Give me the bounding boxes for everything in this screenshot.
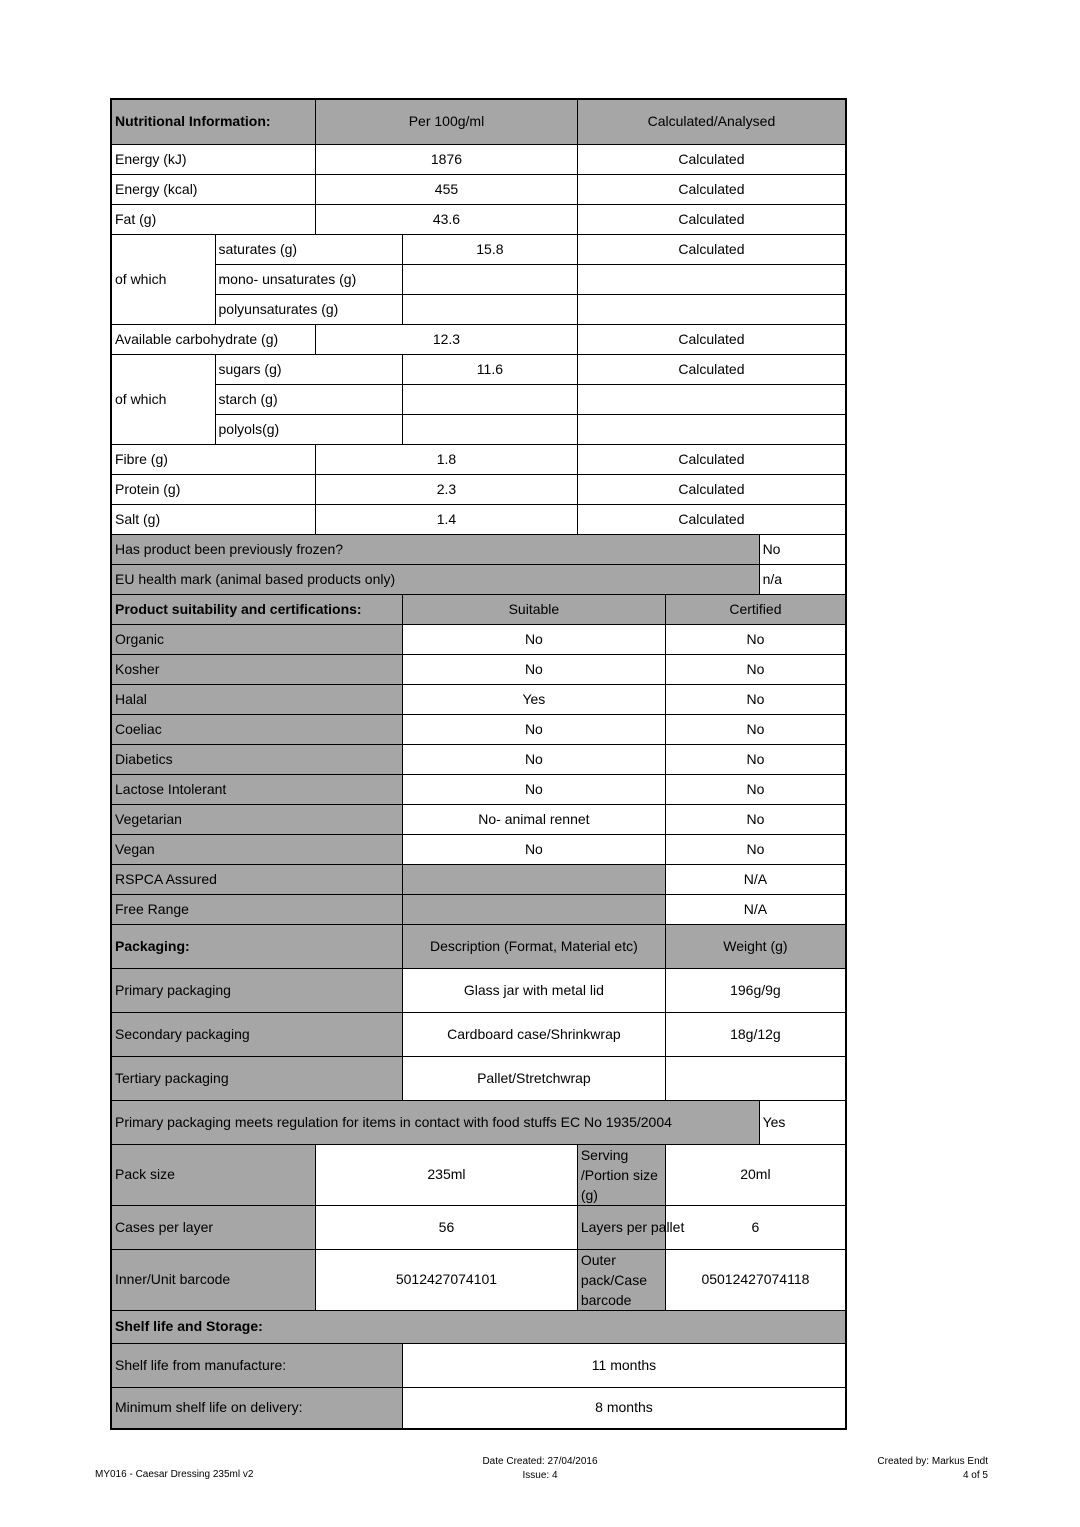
row-value: 43.6	[316, 204, 578, 234]
row-certified: No	[665, 684, 846, 714]
table-row	[111, 834, 846, 864]
row-weight: 18g/12g	[665, 1012, 846, 1056]
row-certified: No	[665, 804, 846, 834]
inner-barcode-value: 5012427074101	[316, 1249, 578, 1310]
row-desc: Cardboard case/Shrinkwrap	[402, 1012, 665, 1056]
row-value	[402, 264, 577, 294]
row-certified: No	[665, 714, 846, 744]
serving-label: Serving /Portion size (g)	[577, 1144, 665, 1205]
table-row	[111, 714, 846, 744]
row-value: 1.4	[316, 504, 578, 534]
table-row	[111, 684, 846, 714]
row-label: Vegetarian	[111, 804, 402, 834]
row-desc: Glass jar with metal lid	[402, 968, 665, 1012]
nutrition-header-label: Nutritional Information:	[111, 99, 316, 144]
row-method	[577, 414, 846, 444]
row-suitable: No	[402, 744, 665, 774]
table-row	[111, 474, 846, 504]
row-value: 15.8	[402, 234, 577, 264]
row-method: Calculated	[577, 474, 846, 504]
footer-author	[877, 1455, 988, 1483]
spec-table	[110, 98, 847, 1430]
row-value	[402, 294, 577, 324]
shelf-manufacture-value: 11 months	[402, 1343, 846, 1387]
row-certified: No	[665, 744, 846, 774]
row-suitable: Yes	[402, 684, 665, 714]
table-row	[111, 804, 846, 834]
row-label: Energy (kJ)	[111, 144, 316, 174]
outer-barcode-value: 05012427074118	[665, 1249, 846, 1310]
table-row	[111, 1387, 846, 1429]
row-label: Kosher	[111, 654, 402, 684]
row-value	[402, 414, 577, 444]
row-label: Diabetics	[111, 744, 402, 774]
table-row	[111, 294, 846, 324]
row-value: 1.8	[316, 444, 578, 474]
shelf-header-row	[111, 1310, 846, 1343]
table-row	[111, 864, 846, 894]
row-certified: N/A	[665, 864, 846, 894]
regulation-label: Primary packaging meets regulation for items in contact with food stuffs EC No 1935/2004	[111, 1100, 759, 1144]
packaging-header-label: Packaging:	[111, 924, 402, 968]
row-label: Vegan	[111, 834, 402, 864]
shelf-delivery-label: Minimum shelf life on delivery:	[111, 1387, 402, 1429]
footer-page-number: 4 of 5	[962, 1470, 988, 1481]
row-label: Energy (kcal)	[111, 174, 316, 204]
table-row	[111, 654, 846, 684]
eu-mark-value: n/a	[759, 564, 846, 594]
row-method: Calculated	[577, 444, 846, 474]
row-label: Tertiary packaging	[111, 1056, 402, 1100]
row-label: Salt (g)	[111, 504, 316, 534]
row-certified: N/A	[665, 894, 846, 924]
row-label: Available carbohydrate (g)	[111, 324, 316, 354]
calc-header: Calculated/Analysed	[577, 99, 846, 144]
row-label: polyols(g)	[215, 414, 402, 444]
row-label: Free Range	[111, 894, 402, 924]
row-label: Halal	[111, 684, 402, 714]
row-weight	[665, 1056, 846, 1100]
table-row	[111, 144, 846, 174]
layers-per-pallet-value: 6	[665, 1205, 846, 1249]
table-row	[111, 1249, 846, 1310]
row-method: Calculated	[577, 174, 846, 204]
row-suitable: No- animal rennet	[402, 804, 665, 834]
table-row	[111, 204, 846, 234]
nutrition-header-row	[111, 99, 846, 144]
row-suitable: No	[402, 654, 665, 684]
table-row	[111, 414, 846, 444]
shelf-header-label: Shelf life and Storage:	[111, 1310, 846, 1343]
row-suitable	[402, 894, 665, 924]
row-desc: Pallet/Stretchwrap	[402, 1056, 665, 1100]
row-weight: 196g/9g	[665, 968, 846, 1012]
footer-doc-name: MY016 - Caesar Dressing 235ml v2	[95, 1469, 254, 1480]
row-method: Calculated	[577, 504, 846, 534]
row-suitable: No	[402, 624, 665, 654]
pack-size-label: Pack size	[111, 1144, 316, 1205]
row-value: 11.6	[402, 354, 577, 384]
row-suitable: No	[402, 834, 665, 864]
packaging-weight-header: Weight (g)	[665, 924, 846, 968]
row-value: 1876	[316, 144, 578, 174]
row-certified: No	[665, 774, 846, 804]
row-suitable: No	[402, 774, 665, 804]
suitable-header: Suitable	[402, 594, 665, 624]
regulation-value: Yes	[759, 1100, 846, 1144]
row-label: RSPCA Assured	[111, 864, 402, 894]
frozen-row	[111, 534, 846, 564]
table-row	[111, 444, 846, 474]
inner-barcode-label: Inner/Unit barcode	[111, 1249, 316, 1310]
row-suitable: No	[402, 714, 665, 744]
suitability-header-row	[111, 594, 846, 624]
table-row	[111, 234, 846, 264]
table-row	[111, 1012, 846, 1056]
footer-date	[440, 1455, 640, 1483]
row-label: Organic	[111, 624, 402, 654]
row-label: sugars (g)	[215, 354, 402, 384]
row-method	[577, 294, 846, 324]
table-row	[111, 1144, 846, 1205]
table-row	[111, 744, 846, 774]
eu-mark-row	[111, 564, 846, 594]
row-value: 2.3	[316, 474, 578, 504]
cases-per-layer-value: 56	[316, 1205, 578, 1249]
row-label: mono- unsaturates (g)	[215, 264, 402, 294]
cases-per-layer-label: Cases per layer	[111, 1205, 316, 1249]
row-method	[577, 384, 846, 414]
table-row	[111, 624, 846, 654]
row-label: polyunsaturates (g)	[215, 294, 402, 324]
spec-sheet	[110, 98, 847, 1430]
row-certified: No	[665, 654, 846, 684]
row-method: Calculated	[577, 354, 846, 384]
table-row	[111, 1205, 846, 1249]
footer-created-by: Created by: Markus Endt	[877, 1456, 988, 1467]
row-label: Coeliac	[111, 714, 402, 744]
frozen-value: No	[759, 534, 846, 564]
table-row	[111, 354, 846, 384]
row-label: starch (g)	[215, 384, 402, 414]
row-label: Lactose Intolerant	[111, 774, 402, 804]
regulation-row	[111, 1100, 846, 1144]
table-row	[111, 504, 846, 534]
frozen-label: Has product been previously frozen?	[111, 534, 759, 564]
packaging-desc-header: Description (Format, Material etc)	[402, 924, 665, 968]
row-method	[577, 264, 846, 294]
serving-value: 20ml	[665, 1144, 846, 1205]
row-label: Secondary packaging	[111, 1012, 402, 1056]
row-value: 455	[316, 174, 578, 204]
table-row	[111, 968, 846, 1012]
table-row	[111, 894, 846, 924]
table-row	[111, 324, 846, 354]
row-method: Calculated	[577, 324, 846, 354]
packaging-header-row	[111, 924, 846, 968]
shelf-manufacture-label: Shelf life from manufacture:	[111, 1343, 402, 1387]
row-value: 12.3	[316, 324, 578, 354]
table-row	[111, 264, 846, 294]
table-row	[111, 1056, 846, 1100]
eu-mark-label: EU health mark (animal based products only)	[111, 564, 759, 594]
row-suitable	[402, 864, 665, 894]
row-certified: No	[665, 834, 846, 864]
row-label: Protein (g)	[111, 474, 316, 504]
row-label: Fibre (g)	[111, 444, 316, 474]
table-row	[111, 1343, 846, 1387]
footer-issue: Issue: 4	[522, 1470, 558, 1481]
row-certified: No	[665, 624, 846, 654]
row-value	[402, 384, 577, 414]
table-row	[111, 384, 846, 414]
row-label: Primary packaging	[111, 968, 402, 1012]
row-method: Calculated	[577, 234, 846, 264]
fat-of-which-label: of which	[111, 234, 215, 324]
pack-size-value: 235ml	[316, 1144, 578, 1205]
carb-of-which-label: of which	[111, 354, 215, 444]
table-row	[111, 174, 846, 204]
table-row	[111, 774, 846, 804]
outer-barcode-label: Outer pack/Case barcode	[577, 1249, 665, 1310]
row-label: saturates (g)	[215, 234, 402, 264]
footer-date-created: Date Created: 27/04/2016	[482, 1456, 598, 1467]
row-method: Calculated	[577, 204, 846, 234]
row-label: Fat (g)	[111, 204, 316, 234]
layers-per-pallet-label: Layers per pallet	[577, 1205, 665, 1249]
certified-header: Certified	[665, 594, 846, 624]
shelf-delivery-value: 8 months	[402, 1387, 846, 1429]
row-method: Calculated	[577, 144, 846, 174]
suitability-header-label: Product suitability and certifications:	[111, 594, 402, 624]
per-100-header: Per 100g/ml	[316, 99, 578, 144]
